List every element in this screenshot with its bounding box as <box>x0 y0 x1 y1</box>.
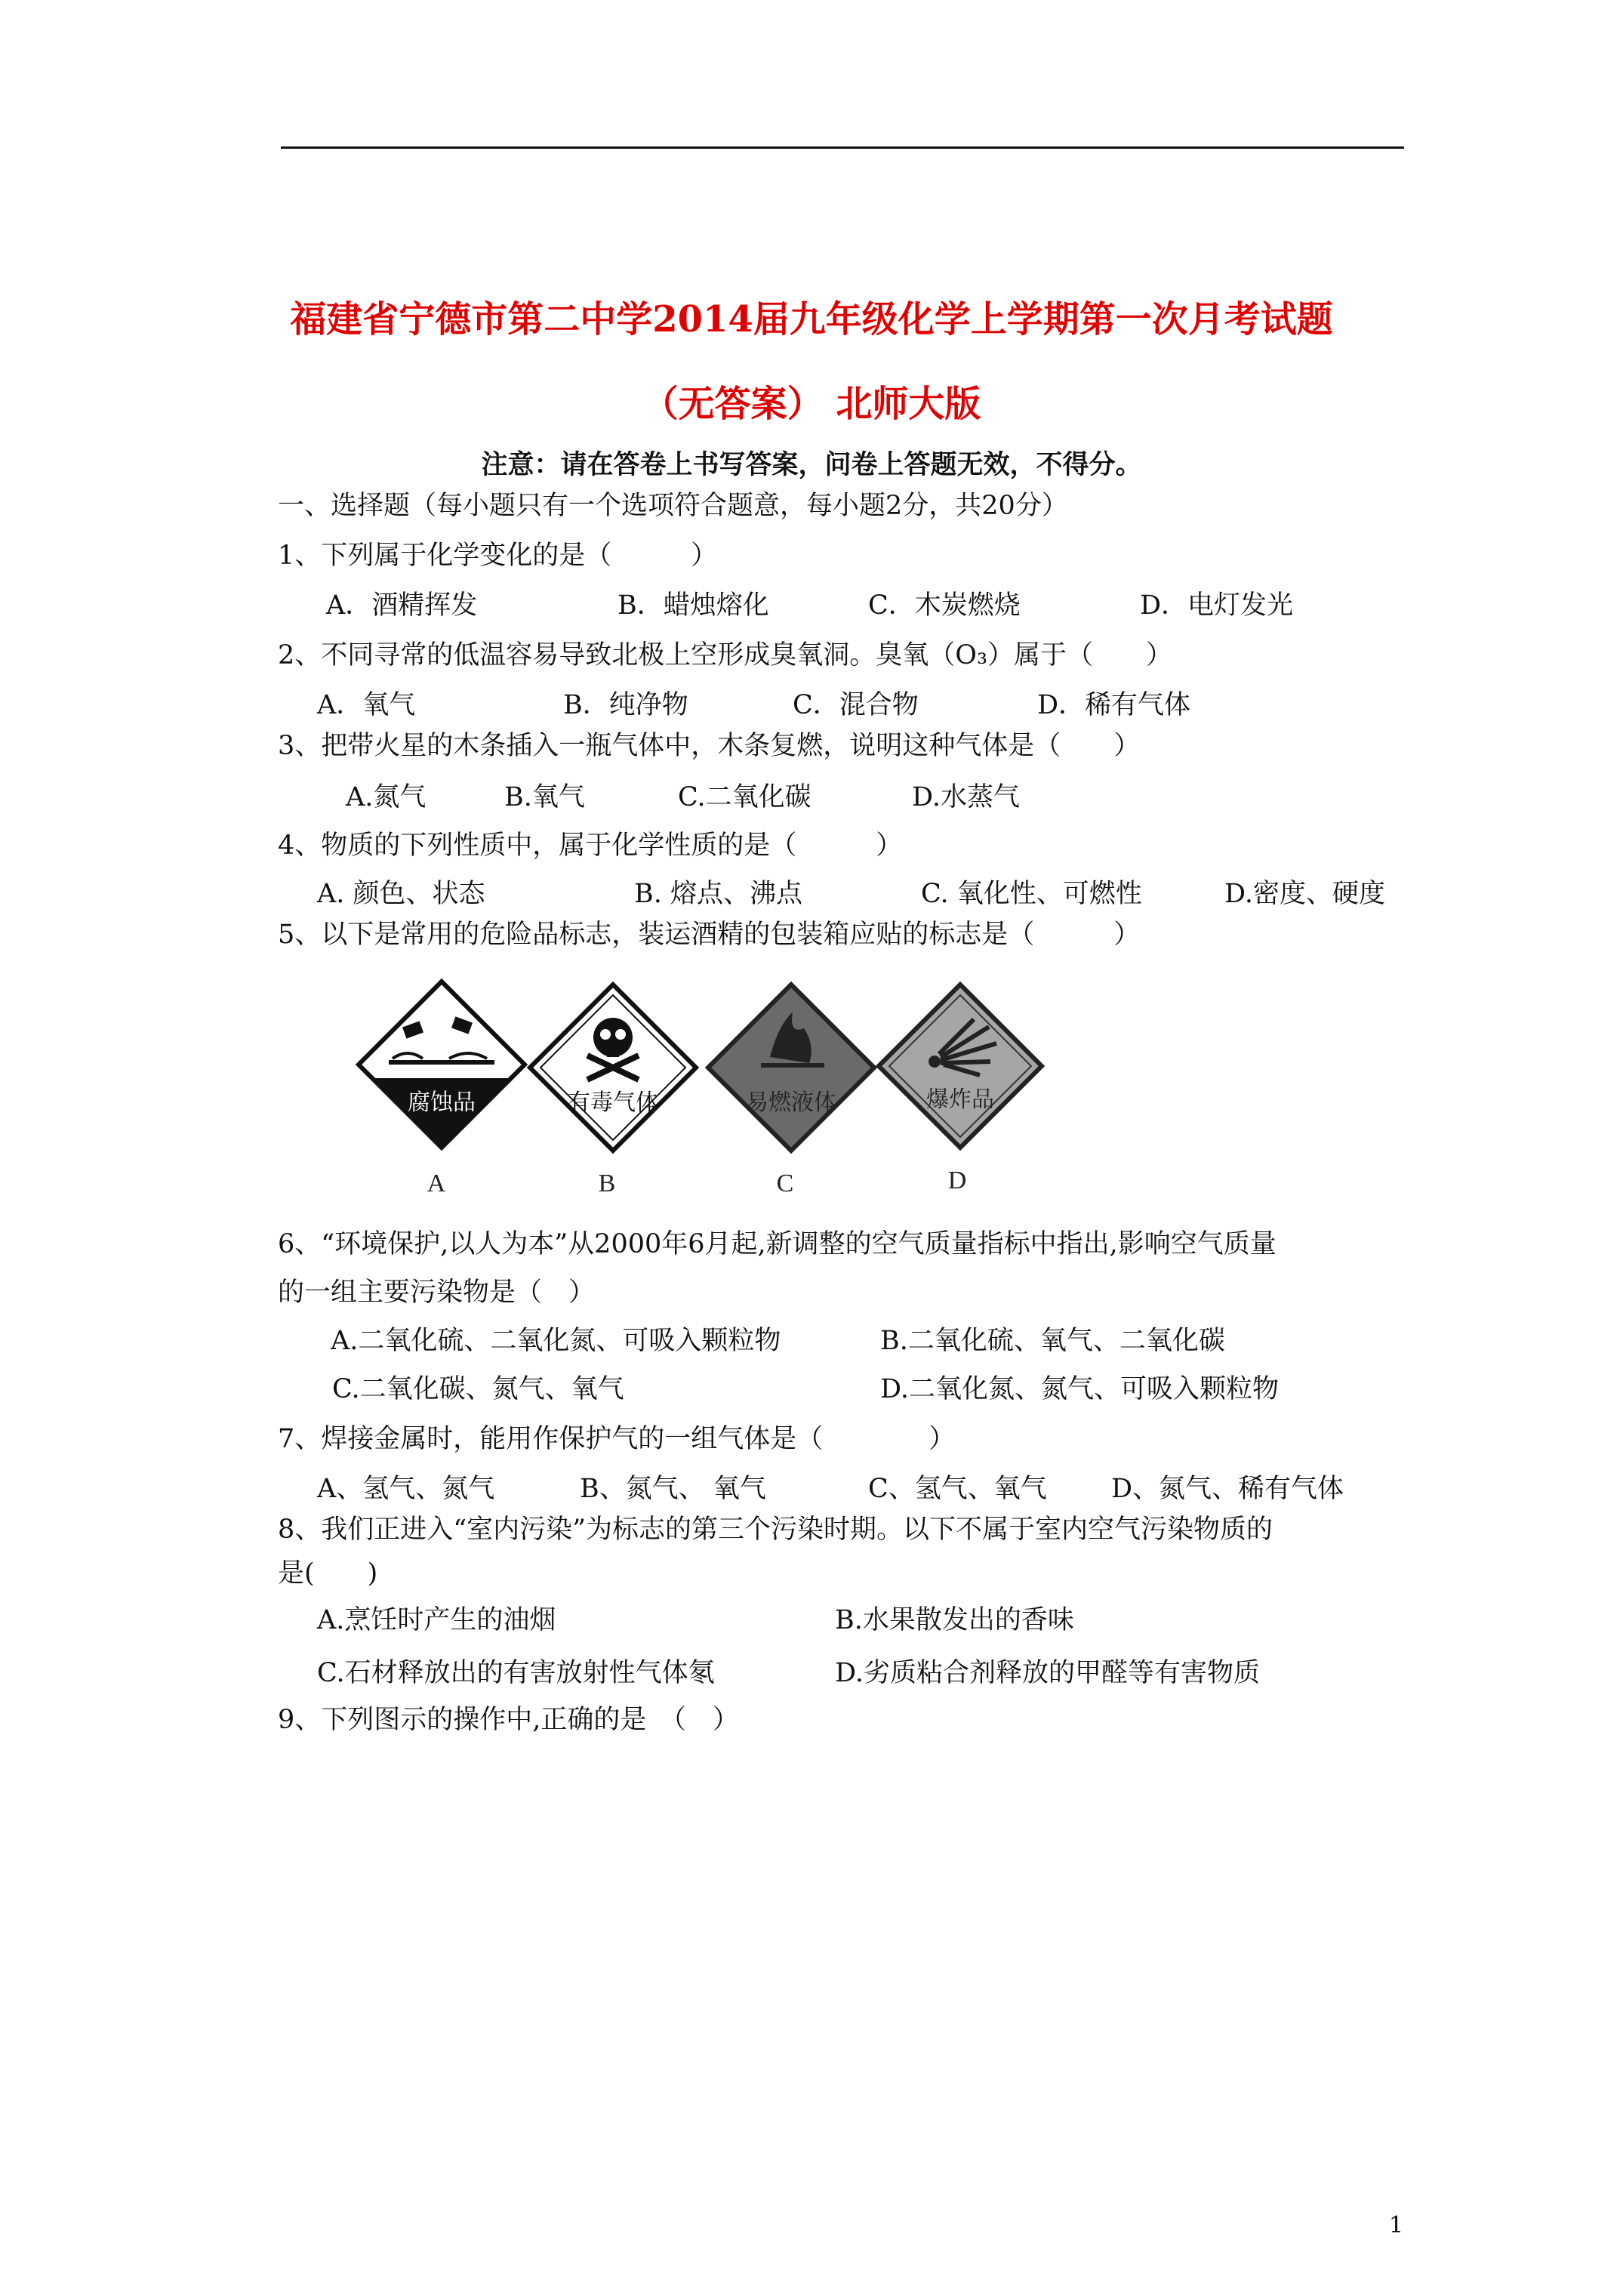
question-3-option-d: D.水蒸气 <box>912 782 1020 812</box>
question-3-option-a: A.氮气 <box>346 782 427 812</box>
question-6-stem-line1: 6、“环境保护,以人为本”从2000年6月起,新调整的空气质量指标中指出,影响空气质量 <box>278 1229 1277 1259</box>
question-1-option-a: A．酒精挥发 <box>326 590 478 621</box>
question-8-option-d: D.劣质粘合剂释放的甲醛等有害物质 <box>835 1658 1260 1688</box>
question-7-option-a: A、氢气、氮气 <box>317 1474 495 1504</box>
question-9-stem: 9、下列图示的操作中,正确的是 （ ） <box>278 1705 739 1735</box>
question-3-stem: 3、把带火星的木条插入一瓶气体中，木条复燃，说明这种气体是（ ） <box>278 731 1141 761</box>
question-2-option-c: C．混合物 <box>793 690 919 720</box>
hazard-signs-figure <box>347 974 1117 1223</box>
sign-b-toxic-gas <box>530 985 696 1197</box>
sign-d-explosive <box>879 985 1042 1194</box>
question-3-option-b: B.氧气 <box>504 782 585 812</box>
question-4-option-c: C. 氧化性、可燃性 <box>921 879 1142 909</box>
question-8-option-a: A.烹饪时产生的油烟 <box>317 1605 556 1635</box>
question-4-option-b: B. 熔点、沸点 <box>634 879 802 909</box>
question-4-option-a: A. 颜色、状态 <box>317 879 485 909</box>
question-3-option-c: C.二氧化碳 <box>678 782 812 812</box>
question-7-option-b: B、氮气、 氧气 <box>580 1474 766 1504</box>
question-1-option-d: D．电灯发光 <box>1140 590 1294 621</box>
sign-b-label: 有毒气体 <box>568 1089 658 1116</box>
question-4-option-d: D.密度、硬度 <box>1224 879 1385 909</box>
question-6-option-b: B.二氧化硫、氧气、二氧化碳 <box>880 1326 1225 1356</box>
question-7-stem: 7、焊接金属时，能用作保护气的一组气体是（ ） <box>278 1424 956 1454</box>
page-number: 1 <box>1389 2212 1404 2239</box>
question-1-option-b: B．蜡烛熔化 <box>617 590 769 621</box>
question-1-option-c: C．木炭燃烧 <box>868 590 1021 621</box>
sign-c-flammable-liquid <box>708 985 874 1197</box>
sign-c-label: 易燃液体 <box>746 1089 836 1116</box>
question-8-option-b: B.水果散发出的香味 <box>835 1605 1074 1635</box>
section-heading: 一、选择题（每小题只有一个选项符合题意，每小题2分，共20分） <box>278 491 1068 521</box>
question-7-option-c: C、氢气、氧气 <box>868 1474 1047 1504</box>
question-6-option-c: C.二氧化碳、氮气、氧气 <box>332 1374 624 1404</box>
question-7-option-d: D、氮气、稀有气体 <box>1111 1474 1344 1504</box>
question-6-option-a: A.二氧化硫、二氧化氮、可吸入颗粒物 <box>331 1326 781 1356</box>
header-rule <box>281 146 1404 149</box>
question-2-stem: 2、不同寻常的低温容易导致北极上空形成臭氧洞。臭氧（O₃）属于（ ） <box>278 640 1172 670</box>
sign-d-label: 爆炸品 <box>926 1086 994 1113</box>
question-8-stem-line2: 是( ) <box>278 1558 378 1589</box>
question-4-stem: 4、物质的下列性质中，属于化学性质的是（ ） <box>278 831 903 861</box>
document-subtitle: （无答案） 北师大版 <box>642 383 981 425</box>
question-8-option-c: C.石材释放出的有害放射性气体氡 <box>317 1658 715 1688</box>
question-1-stem: 1、下列属于化学变化的是（ ） <box>278 541 718 571</box>
question-2-option-a: A．氧气 <box>317 690 416 720</box>
sign-a-label: 腐蚀品 <box>408 1089 476 1116</box>
document-title: 福建省宁德市第二中学2014届九年级化学上学期第一次月考试题 <box>290 298 1333 341</box>
question-8-stem-line1: 8、我们正进入“室内污染”为标志的第三个污染时期。以下不属于室内空气污染物质的 <box>278 1515 1273 1545</box>
sign-c-letter: C <box>776 1170 794 1197</box>
question-2-option-d: D．稀有气体 <box>1037 690 1191 720</box>
notice: 注意：请在答卷上书写答案，问卷上答题无效，不得分。 <box>481 449 1142 480</box>
question-2-option-b: B．纯净物 <box>563 690 688 720</box>
question-5-stem: 5、以下是常用的危险品标志，装运酒精的包装箱应贴的标志是（ ） <box>278 920 1141 950</box>
sign-b-letter: B <box>598 1170 616 1197</box>
question-6-stem-line2: 的一组主要污染物是（ ） <box>278 1277 596 1308</box>
sign-a-corrosive <box>359 982 525 1197</box>
sign-a-letter: A <box>427 1170 446 1197</box>
sign-d-letter: D <box>947 1166 967 1194</box>
question-6-option-d: D.二氧化氮、氮气、可吸入颗粒物 <box>880 1374 1279 1404</box>
